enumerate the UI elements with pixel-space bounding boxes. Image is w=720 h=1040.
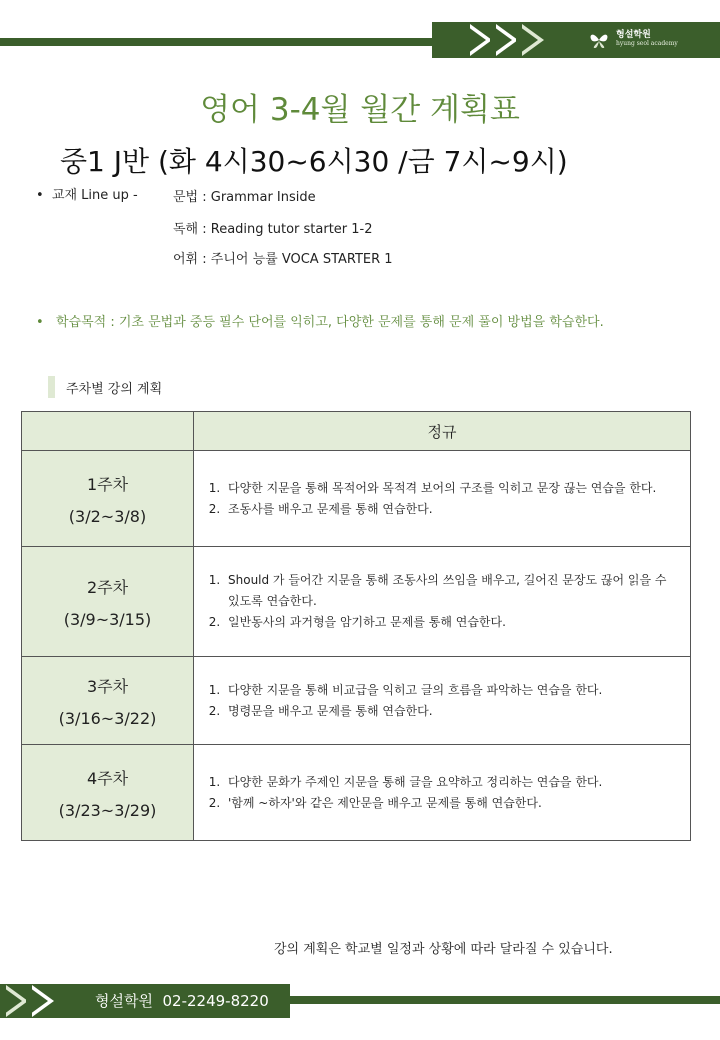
table-header-regular: 정규 — [194, 412, 691, 451]
list-item: 2. 일반동사의 과거형을 암기하고 문제를 통해 연습한다. — [224, 612, 680, 633]
week-content — [194, 451, 691, 547]
footer-rule — [250, 996, 720, 1004]
table-row — [22, 547, 691, 657]
list-item: 2. 명령문을 배우고 문제를 통해 연습한다. — [224, 701, 680, 722]
section-marker — [48, 376, 55, 398]
bullet-icon: • — [36, 315, 44, 330]
table-row — [22, 745, 691, 841]
page-title: 영어 3-4월 월간 계획표 — [200, 92, 520, 128]
table-header-blank — [22, 412, 194, 451]
week-dates: (3/23~3/29) — [58, 800, 157, 820]
week-cell — [22, 745, 194, 841]
list-item: 1. 다양한 지문을 통해 비교급을 익히고 글의 흐름을 파악하는 연습을 한다. — [224, 680, 680, 701]
week-name: 4주차 — [86, 768, 129, 788]
lineup-item-reading: 독해 : Reading tutor starter 1-2 — [173, 222, 373, 237]
week-content — [194, 657, 691, 745]
week-name: 2주차 — [86, 577, 129, 597]
section-title: 주차별 강의 계획 — [66, 382, 163, 397]
week-cell — [22, 451, 194, 547]
week-cell — [22, 547, 194, 657]
header-rule — [0, 38, 440, 46]
learning-goal-text: 학습목적 : 기초 문법과 중등 필수 단어를 익히고, 다양한 문제를 통해 문제 풀이 방법을 학습한다. — [56, 315, 604, 330]
week-dates: (3/2~3/8) — [68, 506, 147, 526]
week-dates: (3/9~3/15) — [63, 609, 152, 629]
week-name: 3주차 — [86, 676, 129, 696]
butterfly-logo-icon — [588, 30, 610, 50]
class-schedule-subtitle: 중1 J반 (화 4시30~6시30 /금 7시~9시) — [60, 145, 568, 178]
footer-contact: 형설학원 02-2249-8220 — [95, 992, 269, 1010]
list-item: 1. 다양한 문화가 주제인 지문을 통해 글을 요약하고 정리하는 연습을 한다. — [224, 772, 680, 793]
table-row — [22, 451, 691, 547]
list-item: 2. 조동사를 배우고 문제를 통해 연습한다. — [224, 499, 680, 520]
logo-subtitle: hyung seol academy — [616, 40, 678, 47]
list-item: 1. Should 가 들어간 지문을 통해 조동사의 쓰임을 배우고, 길어진 문장도 끊어 읽을 수 있도록 연습한다. — [224, 570, 680, 612]
academy-logo — [588, 26, 714, 54]
week-dates: (3/16~3/22) — [58, 708, 157, 728]
lineup-item-grammar: 문법 : Grammar Inside — [173, 190, 316, 205]
bullet-icon: • — [36, 188, 44, 203]
week-name: 1주차 — [86, 474, 129, 494]
weekly-plan-table — [21, 411, 691, 841]
table-header-row — [22, 412, 691, 451]
lineup-label — [36, 184, 138, 203]
week-cell — [22, 657, 194, 745]
learning-goal — [36, 305, 676, 341]
list-item: 2. '함께 ~하자'와 같은 제안문을 배우고 문제를 통해 연습한다. — [224, 793, 680, 814]
lineup-label-text: 교재 Line up - — [51, 188, 138, 203]
week-content — [194, 547, 691, 657]
lineup-item-vocab: 어휘 : 주니어 능률 VOCA STARTER 1 — [173, 252, 393, 267]
schedule-note: 강의 계획은 학교별 일정과 상황에 따라 달라질 수 있습니다. — [274, 942, 613, 957]
list-item: 1. 다양한 지문을 통해 목적어와 목적격 보어의 구조를 익히고 문장 끊는 연습을 한다. — [224, 478, 680, 499]
logo-name: 형설학원 — [616, 30, 651, 40]
week-content — [194, 745, 691, 841]
table-row — [22, 657, 691, 745]
